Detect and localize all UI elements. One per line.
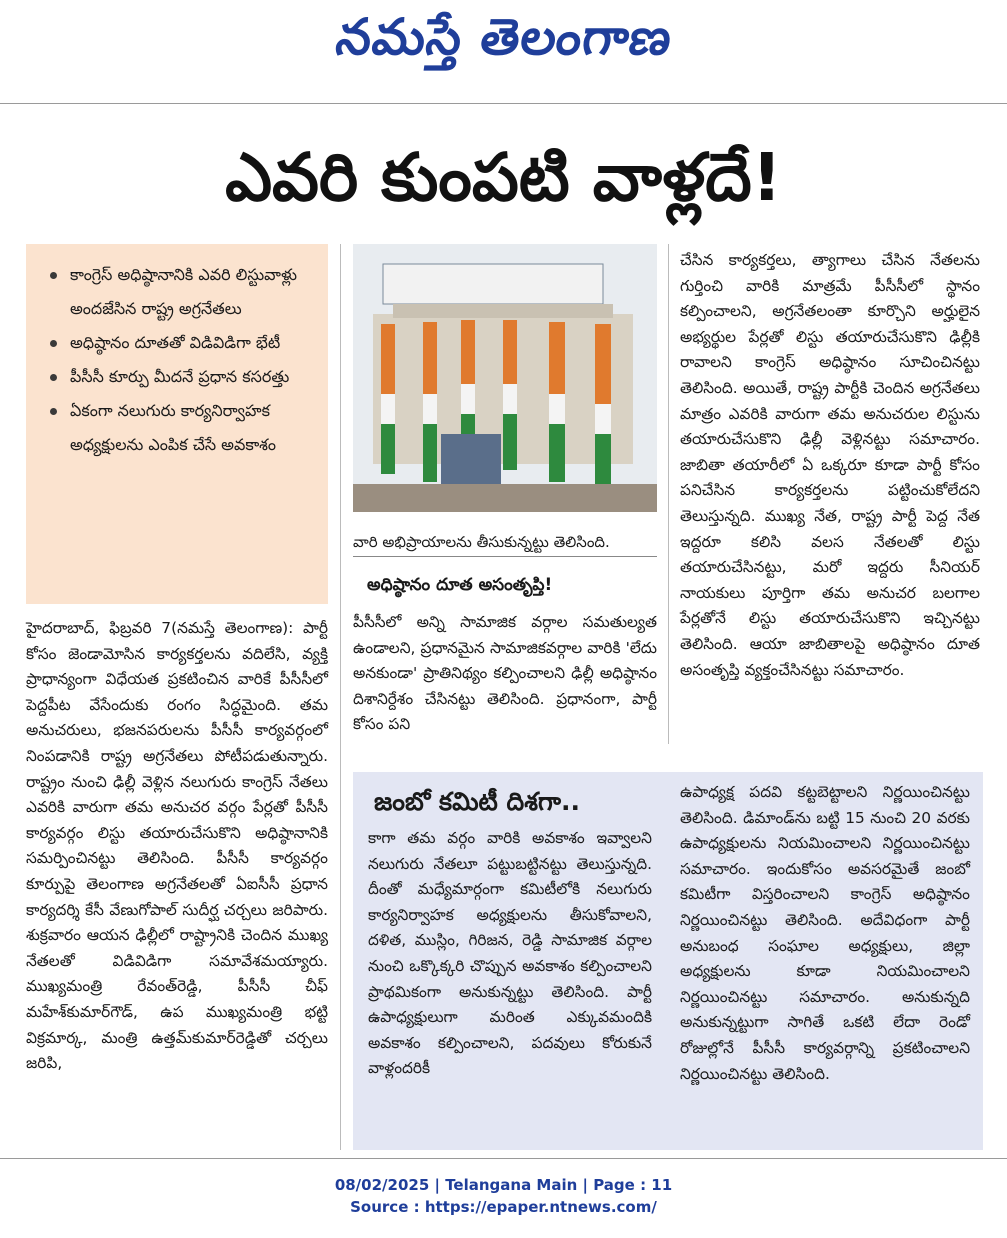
article-paragraph: కాగా తమ వర్గం వారికి అవకాశం ఇవ్వాలని నలుగురు నేతలూ పట్టుబట్టినట్టు తెలుస్తున్నది. దీంతో మధ్యేమార్గంగా కమిటీలోకి నలుగురు కార్యనిర్వాహక అధ్యక్షులను తీసుకోవాలని, దళిత, ముస్లిం, గిరిజన, రెడ్డి సామాజిక వర్గాల నుంచి ఒక్కొక్కరి చొప్పున అవకాశం కల్పించాలని ప్రాథమికంగా అనుకున్నట్టు తెలిసింది. పార్టీ ఉపాధ్యక్షులుగా మరింత ఎక్కువమందికి అవకాశం కల్పించాలని, పదవులు కోరుకునే వాళ్లందరికీ xyxy=(368,829,652,1078)
section-subhead: అధిష్ఠానం దూత అసంతృప్తి! xyxy=(367,575,553,595)
highlight-text: పీసీసీ కూర్పు మీదనే ప్రధాన కసరత్తు xyxy=(70,367,290,386)
bullet-icon xyxy=(50,408,57,415)
footer-source-link[interactable]: Source : https://epaper.ntnews.com/ xyxy=(350,1198,657,1216)
photo-caption: వారి అభిప్రాయాలను తీసుకున్నట్టు తెలిసింది. xyxy=(353,533,610,551)
masthead-divider xyxy=(0,103,1007,104)
highlight-text: కాంగ్రెస్ అధిష్ఠానానికి ఎవరి లిస్టువాళ్లు అందజేసిన రాష్ట్ర అగ్రనేతలు xyxy=(70,265,298,318)
highlight-text: ఏకంగా నలుగురు కార్యనిర్వాహక అధ్యక్షులను ఎంపిక చేసే అవకాశం xyxy=(70,401,276,454)
caption-divider xyxy=(353,556,657,557)
jumbo-column-right xyxy=(680,780,970,1087)
bullet-icon xyxy=(50,374,57,381)
bullet-icon xyxy=(50,272,57,279)
highlights-box xyxy=(26,244,328,604)
article-column-1 xyxy=(26,616,328,1077)
jumbo-heading: జంబో కమిటీ దిశగా.. xyxy=(374,787,580,816)
article-column-2 xyxy=(353,610,657,738)
footer-divider xyxy=(0,1158,1007,1159)
building-illustration xyxy=(353,244,657,512)
congress-office-photo xyxy=(353,244,657,512)
highlight-text: అధిష్ఠానం దూతతో విడివిడిగా భేటీ xyxy=(70,333,281,352)
jumbo-column-left xyxy=(368,826,652,1082)
footer-date-page: 08/02/2025 | Telangana Main | Page : 11 xyxy=(334,1176,673,1194)
article-paragraph: పీసీసీలో అన్ని సామాజిక వర్గాల సమతుల్యత ఉండాలని, ప్రధానమైన సామాజికవర్గాల వారికి 'లేదు అనకుండా' ప్రాతినిథ్యం కల్పించాలని ఢిల్లీ అధిష్ఠానం దిశానిర్దేశం చేసినట్టు తెలిసింది. ప్రధానంగా, పార్టీ కోసం పని xyxy=(353,613,657,734)
highlight-item xyxy=(48,258,312,326)
highlight-item xyxy=(48,360,312,394)
column-divider xyxy=(340,244,341,1150)
bullet-icon xyxy=(50,340,57,347)
highlight-item xyxy=(48,394,312,462)
article-paragraph: హైదరాబాద్, ఫిబ్రవరి 7(నమస్తే తెలంగాణ): పార్టీ కోసం జెండామోసిన కార్యకర్తలను వదిలేసి, వ్యక్తి ప్రాధాన్యంగా విధేయత ప్రకటించిన వారికే పీసీసీలో పెద్దపీట వేసేందుకు రంగం సిద్ధమైంది. తమ అనుచరులు, భజనపరులను పీసీసీ కార్యవర్గంలో నింపడానికి రాష్ట్ర అగ్రనేతలు పోటీపడుతున్నారు. రాష్ట్రం నుంచి ఢిల్లీ వెళ్లిన నలుగురు కాంగ్రెస్ నేతలు ఎవరికి వారుగా తమ అనుచర వర్గం పేర్లతో పీసీసీ కార్యవర్గం లిస్టు తయారుచేసుకొని అధిష్ఠానానికి సమర్పించినట్టు తెలిసింది. పీసీసీ కార్యవర్గం కూర్పుపై తెలంగాణ అగ్రనేతలతో ఏఐసీసీ ప్రధాన కార్యదర్శి కేసీ వేణుగోపాల్ సుదీర్ఘ చర్చలు జరిపారు. శుక్రవారం ఆయన ఢిల్లీలో రాష్ట్రానికి చెందిన ముఖ్య నేతలతో విడివిడిగా సమావేశమయ్యారు. ముఖ్యమంత్రి రేవంత్‌రెడ్డి, పీసీసీ చీఫ్ మహేశ్‌కుమార్‌గౌడ్, ఉప ముఖ్యమంత్రి భట్టి విక్రమార్క, మంత్రి ఉత్తమ్‌కుమార్‌రెడ్డితో చర్చలు జరిపి, xyxy=(26,619,328,1073)
article-paragraph: ఉపాధ్యక్ష పదవి కట్టబెట్టాలని నిర్ణయించినట్టు తెలిసింది. డిమాండ్‌ను బట్టి 15 నుంచి 20 వరకు ఉపాధ్యక్షులను నియమించాలని నిర్ణయించినట్టు సమాచారం. ఇందుకోసం అవసరమైతే జంబో కమిటీగా విస్తరించాలని కాంగ్రెస్ అధిష్ఠానం నిర్ణయించినట్టు తెలిసింది. అదేవిధంగా పార్టీ అనుబంధ సంఘాల అధ్యక్షులు, జిల్లా అధ్యక్షులను కూడా నియమించాలని నిర్ణయించినట్టు సమాచారం. అనుకున్నది అనుకున్నట్టుగా సాగితే ఒకటి లేదా రెండో రోజుల్లోనే పీసీసీ కార్యవర్గాన్ని ప్రకటించాలని నిర్ణయించినట్టు తెలిసింది. xyxy=(680,783,970,1083)
column-divider xyxy=(668,244,669,744)
masthead xyxy=(0,0,1007,100)
masthead-title: నమస్తే తెలంగాణ xyxy=(332,8,677,66)
headline: ఎవరి కుంపటి వాళ్లదే! xyxy=(225,139,782,216)
highlight-item xyxy=(48,326,312,360)
article-column-3 xyxy=(680,248,980,683)
article-paragraph: చేసిన కార్యకర్తలు, త్యాగాలు చేసిన నేతలను గుర్తించి వారికి మాత్రమే పీసీసీలో స్థానం కల్పించాలని, అగ్రనేతలంతా కూర్చొని అర్హులైన అభ్యర్థుల పేర్లతో లిస్టు తయారుచేసుకొని ఢిల్లీకి రావాలని కాంగ్రెస్ అధిష్ఠానం సూచించినట్టు తెలిసింది. అయితే, రాష్ట్ర పార్టీకి చెందిన అగ్రనేతలు మాత్రం ఎవరికి వారుగా తమ అనుచరుల లిస్టును తయారుచేసుకొని ఢిల్లీ వెళ్లినట్టు సమాచారం. జాబితా తయారీలో ఏ ఒక్కరూ కూడా పార్టీ కోసం పనిచేసిన కార్యకర్తలను పట్టించుకోలేదని తెలుస్తున్నది. ముఖ్య నేత, రాష్ట్ర పార్టీ పెద్ద నేత ఇద్దరూ కలిసి వలస నేతలతో లిస్టు తయారుచేసినట్టు, మరో ఇద్దరు సీనియర్ నాయకులు పూర్తిగా తమ అనుచర బలగాల పేర్లతోనే లిస్టు తయారుచేసుకొని ఇచ్చినట్టు తెలిసింది. ఆయా జాబితాలపై అధిష్ఠానం దూత అసంతృప్తి వ్యక్తంచేసినట్టు సమాచారం. xyxy=(680,251,980,679)
